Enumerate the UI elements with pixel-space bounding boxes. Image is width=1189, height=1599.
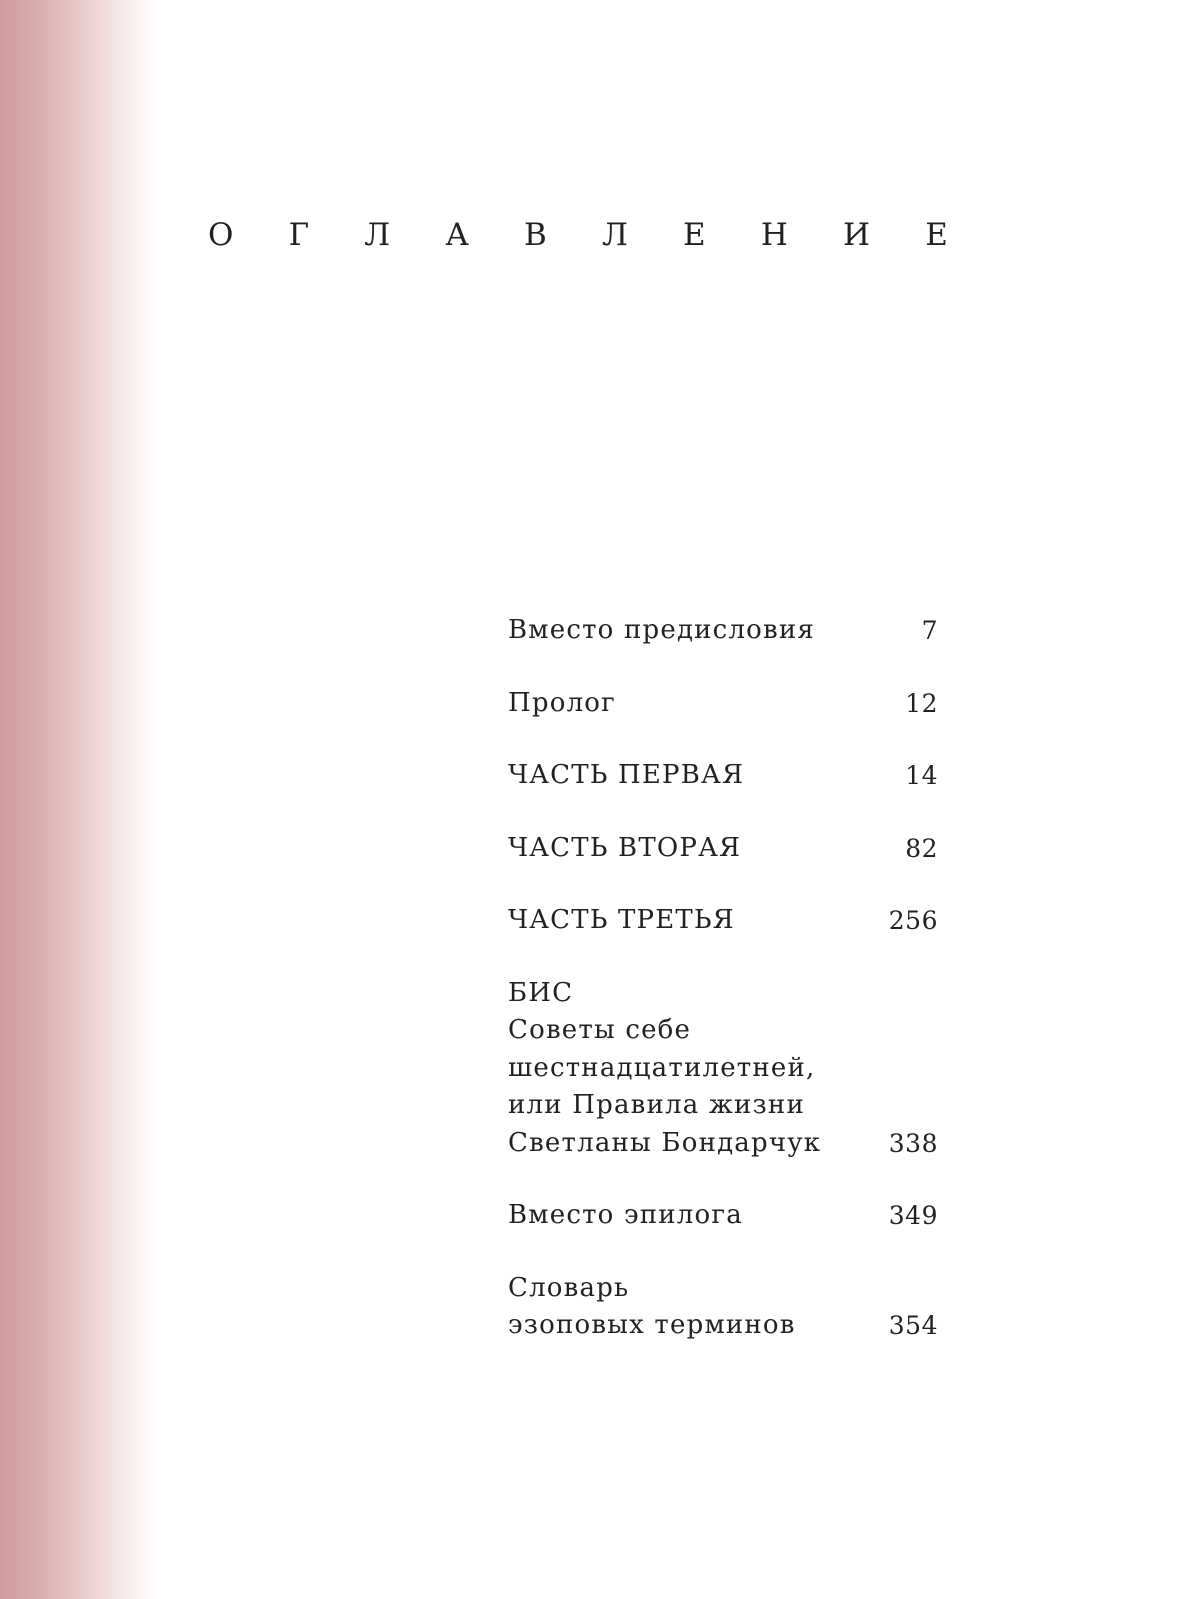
toc-entry-label: ЧАСТЬ ВТОРАЯ [508, 832, 742, 863]
table-of-contents [508, 612, 938, 1380]
toc-entry-label: ЧАСТЬ ТРЕТЬЯ [508, 905, 735, 935]
title-letter: Л [601, 217, 628, 253]
toc-page-number: 14 [905, 761, 938, 790]
toc-entry-label: эзоповых терминов [508, 1310, 796, 1340]
toc-entry-part-two[interactable] [508, 830, 938, 868]
title-letter: Л [364, 217, 391, 253]
toc-page-number: 256 [888, 906, 938, 935]
toc-page-number: 338 [888, 1128, 938, 1158]
title-letter: Е [925, 217, 948, 253]
toc-entry-label: шестнадцатилетней, [508, 1052, 816, 1083]
toc-entry-preface[interactable] [508, 612, 938, 650]
toc-entry-glossary[interactable] [508, 1270, 938, 1345]
toc-entry-bis[interactable] [508, 975, 938, 1163]
toc-page-number: 354 [888, 1311, 938, 1340]
toc-entry-label: Советы себе [508, 1015, 692, 1045]
toc-page-number: 349 [888, 1201, 938, 1230]
toc-entry-label: или Правила жизни [508, 1090, 805, 1120]
toc-entry-label: Светланы Бондарчук [508, 1127, 822, 1158]
page-title [208, 215, 948, 255]
toc-page-number: 7 [921, 616, 938, 645]
title-letter: А [445, 217, 469, 253]
toc-entry-part-three[interactable] [508, 902, 938, 940]
toc-entry-label: Пролог [508, 687, 616, 718]
toc-page-number: 12 [905, 688, 938, 718]
toc-page-number: 82 [905, 833, 938, 863]
title-letter: Н [760, 217, 788, 253]
toc-entry-part-one[interactable] [508, 757, 938, 795]
toc-entry-label: Вместо предисловия [508, 615, 815, 645]
page-edge-tint [0, 0, 160, 1599]
title-letter: О [208, 217, 234, 253]
toc-entry-label: ЧАСТЬ ПЕРВАЯ [508, 760, 745, 790]
title-letter: Г [288, 217, 310, 253]
toc-entry-epilogue[interactable] [508, 1197, 938, 1235]
title-letter: В [524, 217, 547, 253]
toc-entry-prologue[interactable] [508, 685, 938, 723]
toc-entry-label: Словарь [508, 1272, 630, 1303]
title-letter: Е [683, 217, 706, 253]
title-letter: И [843, 217, 871, 253]
toc-entry-label: Вместо эпилога [508, 1200, 743, 1230]
toc-entry-label: БИС [508, 977, 574, 1008]
